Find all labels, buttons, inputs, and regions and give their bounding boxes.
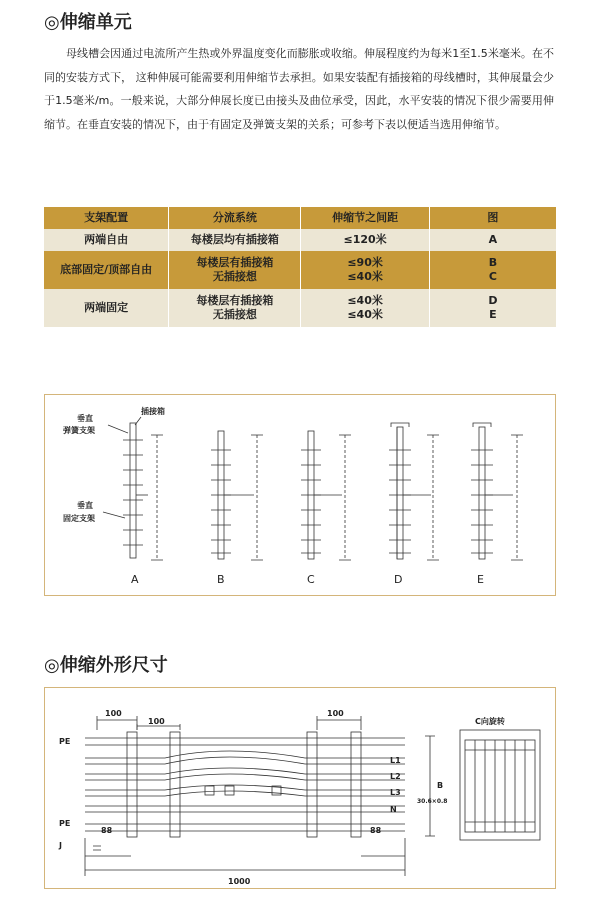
dim-88-right: 88 bbox=[370, 826, 382, 835]
figure-c-busway bbox=[301, 431, 351, 560]
table-row bbox=[44, 251, 556, 289]
dim-100-left: 100 bbox=[105, 709, 122, 718]
cell-spacing: ≤40米 ≤40米 bbox=[301, 289, 429, 327]
phase-n: N bbox=[390, 805, 397, 814]
expansion-spec-table bbox=[44, 207, 556, 327]
dim-100-middle: 100 bbox=[148, 717, 165, 726]
dim-88-left: 88 bbox=[101, 826, 113, 835]
header-spacing: 伸缩节之间距 bbox=[301, 207, 429, 229]
phase-l2: L2 bbox=[390, 772, 401, 781]
dimension-diagram-svg bbox=[45, 688, 555, 888]
table-row bbox=[44, 289, 556, 327]
label-j: J bbox=[59, 841, 62, 850]
cell-spacing: ≤90米 ≤40米 bbox=[301, 251, 429, 289]
vertical-diagram-svg bbox=[45, 395, 555, 595]
header-figure: 图 bbox=[429, 207, 556, 229]
section-title-expansion-dimensions: ◎伸缩外形尺寸 bbox=[44, 655, 168, 676]
dim-100-right: 100 bbox=[327, 709, 344, 718]
cell-config: 两端自由 bbox=[44, 229, 169, 251]
cell-figure: A bbox=[429, 229, 556, 251]
dim-b: B bbox=[437, 781, 444, 790]
label-fixed-support-2: 固定支架 bbox=[63, 514, 95, 523]
label-spring-support-1: 垂直 bbox=[77, 414, 93, 423]
figure-label-d: D bbox=[394, 573, 403, 586]
phase-pe-bottom: PE bbox=[59, 819, 71, 828]
c-view-label: C向旋转 bbox=[475, 717, 505, 726]
cell-system: 每楼层有插接箱 无插接想 bbox=[169, 251, 301, 289]
cell-spacing: ≤120米 bbox=[301, 229, 429, 251]
figure-label-e: E bbox=[477, 573, 484, 586]
phase-l3: L3 bbox=[390, 788, 401, 797]
figure-e-busway bbox=[471, 423, 523, 560]
cell-figure: B C bbox=[429, 251, 556, 289]
vertical-installation-diagram bbox=[44, 394, 556, 596]
figure-d-busway bbox=[389, 423, 439, 560]
section-title-expansion-unit: ◎伸缩单元 bbox=[44, 12, 132, 33]
cell-system: 每楼层有插接箱 无插接想 bbox=[169, 289, 301, 327]
figure-label-a: A bbox=[131, 573, 139, 586]
label-plug-box: 插接箱 bbox=[141, 407, 165, 416]
table-row bbox=[44, 229, 556, 251]
intro-text bbox=[44, 42, 554, 136]
label-spring-support-2: 弹簧支架 bbox=[63, 426, 95, 435]
figure-b-busway bbox=[211, 431, 263, 560]
cell-config: 底部固定/顶部自由 bbox=[44, 251, 169, 289]
figure-label-b: B bbox=[217, 573, 225, 586]
figure-label-c: C bbox=[307, 573, 315, 586]
header-system: 分流系统 bbox=[169, 207, 301, 229]
cell-system: 每楼层均有插接箱 bbox=[169, 229, 301, 251]
intro-paragraph: 母线槽会因通过电流所产生热或外界温度变化而膨胀或收缩。伸展程度约为每米1至1.5米毫米。在不同的安装方式下， 这种伸展可能需要利用伸缩节去承担。如果安装配有插接箱的母线槽时，其伸展量会少于1.5毫米/m。一般来说，大部分伸展长度已由接头及曲位承受，因此，水平安装的情况下很少需要用伸缩节。在垂直安装的情况下，由于有固定及弹簧支架的关系；可参考下表以便适当选用伸缩节。 bbox=[44, 47, 554, 131]
header-config: 支架配置 bbox=[44, 207, 169, 229]
table-header-row bbox=[44, 207, 556, 229]
cell-figure: D E bbox=[429, 289, 556, 327]
dim-1000: 1000 bbox=[228, 877, 251, 886]
figure-a-busway bbox=[103, 417, 163, 560]
expansion-dimension-diagram bbox=[44, 687, 556, 889]
phase-l1: L1 bbox=[390, 756, 401, 765]
cell-config: 两端固定 bbox=[44, 289, 169, 327]
phase-pe: PE bbox=[59, 737, 71, 746]
label-fixed-support-1: 垂直 bbox=[77, 501, 93, 510]
dim-thickness: 30.6×0.8 bbox=[417, 798, 448, 805]
